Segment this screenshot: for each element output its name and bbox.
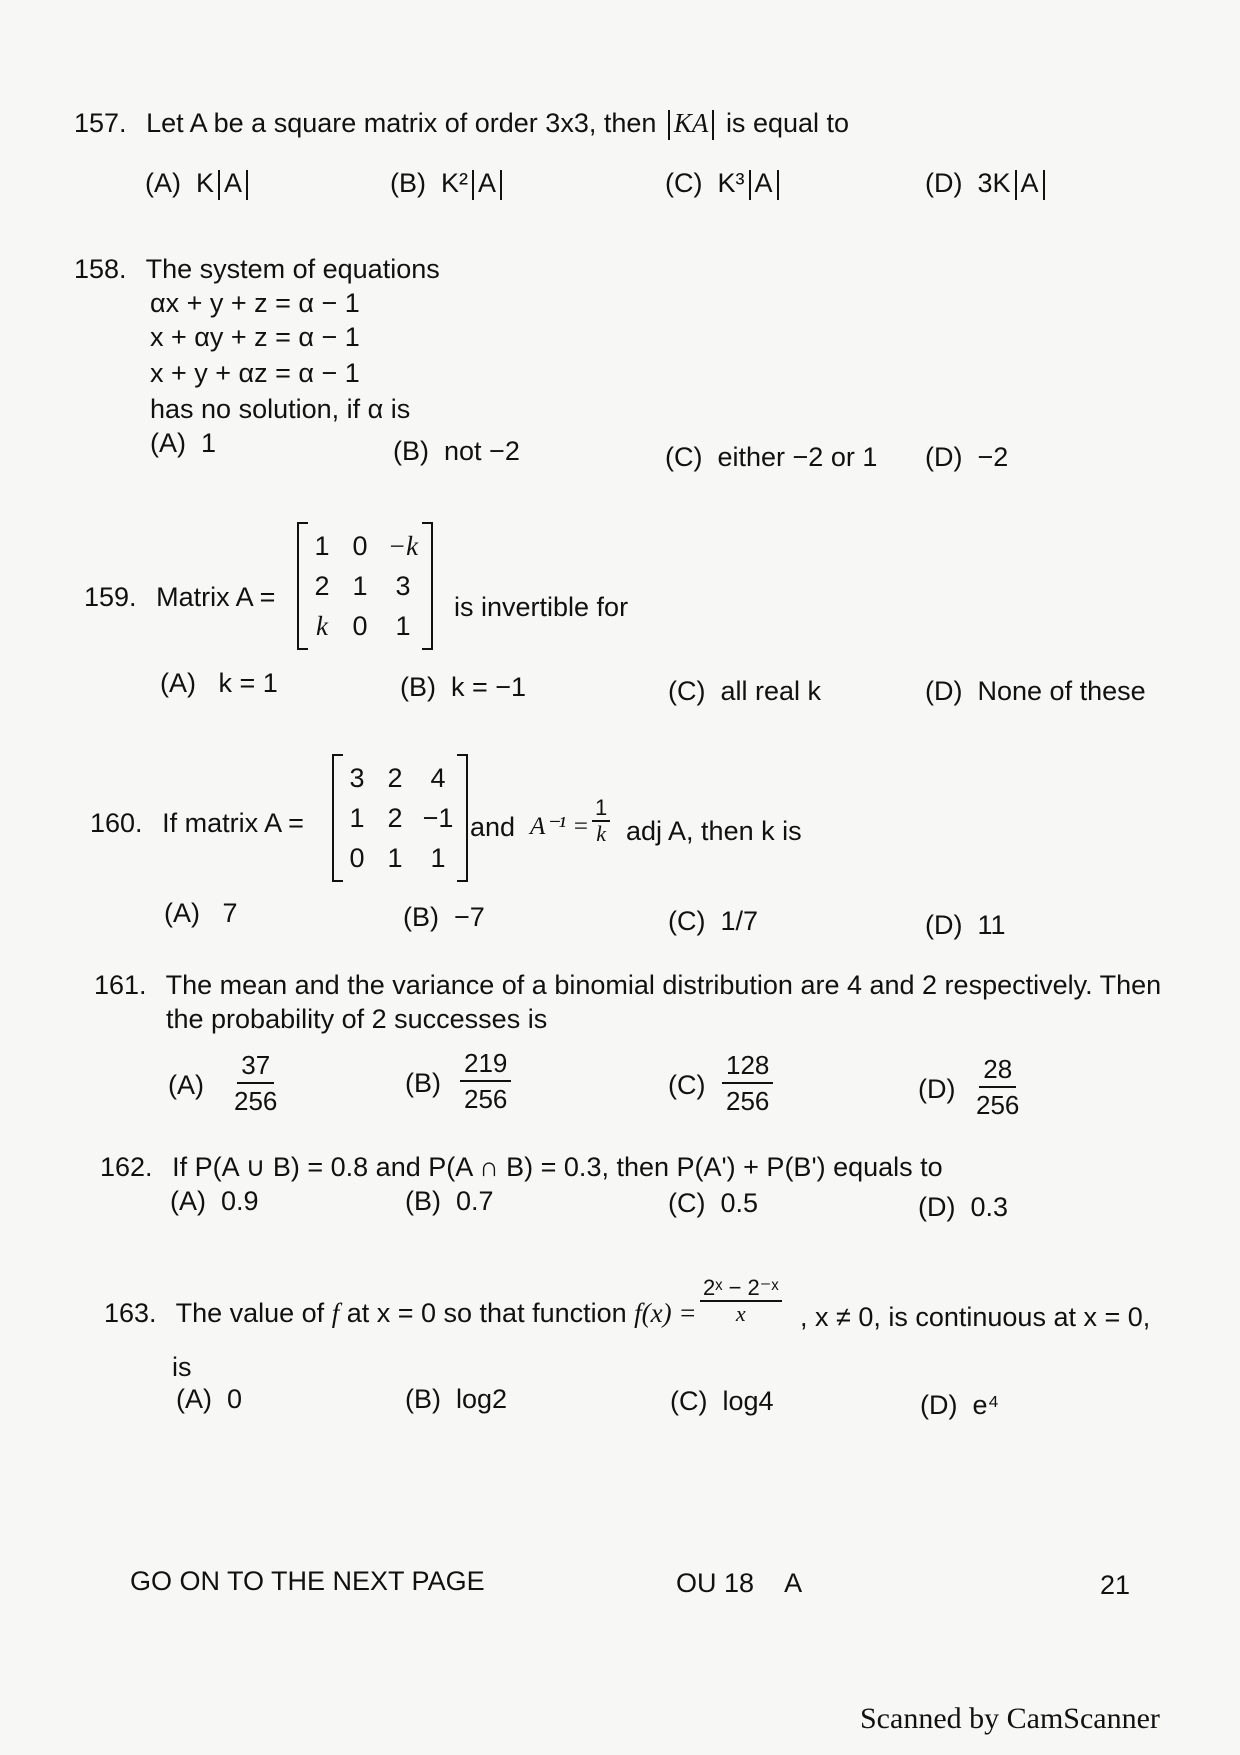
question-stem: Matrix A = — [156, 582, 276, 612]
question-number: 160. — [90, 808, 143, 838]
question-162 — [100, 1150, 943, 1184]
option-b: (B) K² A — [390, 168, 506, 200]
matrix-a: 1 0 −k 2 1 3 k 0 1 — [303, 526, 427, 646]
option-a: (A) K A — [145, 168, 252, 200]
question-163: 163. The value of f at x = 0 so that function f(x) = — [104, 1298, 697, 1328]
option-c: (C) 0.5 — [668, 1188, 759, 1218]
option-a: (A) 0.9 — [170, 1186, 259, 1216]
option-d: (D) −2 — [925, 442, 1009, 472]
question-number: 157. — [74, 108, 127, 138]
option-d: (D) 0.3 — [918, 1192, 1009, 1222]
option-d: (D) None of these — [925, 676, 1146, 706]
question-stem: The system of equations — [145, 254, 440, 284]
option-b: (B) not −2 — [393, 436, 520, 466]
question-160 — [90, 806, 304, 840]
scanner-watermark: Scanned by CamScanner — [860, 1702, 1160, 1735]
function-fraction: $\frac{\text{2ˣ − 2⁻ˣ}}{x}$ — [700, 1276, 782, 1326]
option-b: (B) −7 — [403, 902, 485, 932]
paper-code: OU 18 A — [676, 1568, 803, 1598]
question-stem-post: , x ≠ 0, is continuous at x = 0, — [800, 1302, 1151, 1332]
question-157 — [74, 106, 849, 140]
condition: has no solution, if α is — [150, 394, 411, 424]
option-d: (D) 3K A — [925, 168, 1049, 200]
expression: KA — [673, 108, 709, 138]
option-a: (A) 0 — [176, 1384, 243, 1414]
option-b: (B) log2 — [405, 1384, 508, 1414]
option-b: (B) 0.7 — [405, 1186, 494, 1216]
option-d-fraction: $\frac{28}{256}$ — [976, 1054, 1020, 1120]
option-d-label: (D) — [918, 1074, 956, 1104]
option-b-fraction: $\frac{219}{256}$ — [460, 1048, 511, 1114]
next-page-note: GO ON TO THE NEXT PAGE — [130, 1566, 485, 1596]
matrix-a: 3 2 4 1 2 −1 0 1 1 — [338, 758, 462, 878]
question-stem-2: is — [172, 1352, 192, 1382]
question-number: 163. — [104, 1298, 157, 1328]
question-158 — [74, 252, 440, 286]
option-c: (C) K³ A — [665, 168, 783, 200]
inverse-label: A⁻¹ = — [530, 813, 590, 840]
question-tail: is equal to — [725, 108, 850, 138]
question-tail: adj A, then k is — [626, 816, 802, 846]
question-161 — [94, 968, 1161, 1002]
option-c-label: (C) — [668, 1070, 706, 1100]
question-159 — [84, 580, 275, 614]
option-c: (C) all real k — [668, 676, 822, 706]
fraction-1-over-k: $\frac{1}{k}$ — [592, 796, 610, 846]
question-tail: is invertible for — [454, 592, 629, 622]
option-d: (D) 11 — [925, 910, 1006, 940]
question-number: 161. — [94, 970, 147, 1000]
option-c: (C) 1/7 — [668, 906, 759, 936]
question-stem: If matrix A = — [162, 808, 304, 838]
question-number: 158. — [74, 254, 127, 284]
page-number: 21 — [1100, 1570, 1131, 1600]
option-c-fraction: $\frac{128}{256}$ — [722, 1050, 773, 1116]
question-number: 159. — [84, 582, 137, 612]
option-a-fraction: $\frac{37}{256}$ — [234, 1050, 278, 1116]
option-b-label: (B) — [405, 1068, 441, 1098]
question-number: 162. — [100, 1152, 153, 1182]
equation-1: αx + y + z = α − 1 — [150, 288, 360, 318]
option-b: (B) k = −1 — [400, 672, 527, 702]
question-stem: If P(A ∪ B) = 0.8 and P(A ∩ B) = 0.3, then P(A') + P(B') equals to — [172, 1152, 943, 1182]
option-a: (A) 7 — [164, 898, 238, 928]
question-stem: Let A be a square matrix of order 3x3, then — [146, 108, 657, 138]
and-word: and — [470, 812, 516, 842]
equation-2: x + αy + z = α − 1 — [150, 322, 360, 352]
question-stem: The mean and the variance of a binomial distribution are 4 and 2 respectively. Then — [165, 970, 1162, 1000]
equation-3: x + y + αz = α − 1 — [150, 358, 360, 388]
option-c: (C) log4 — [670, 1386, 774, 1416]
option-a: (A) k = 1 — [160, 668, 278, 698]
option-a-label: (A) — [168, 1070, 204, 1100]
question-stem-2: the probability of 2 successes is — [166, 1004, 548, 1034]
option-a: (A) 1 — [150, 428, 217, 458]
option-d: (D) e⁴ — [920, 1390, 1000, 1420]
option-c: (C) either −2 or 1 — [665, 442, 878, 472]
